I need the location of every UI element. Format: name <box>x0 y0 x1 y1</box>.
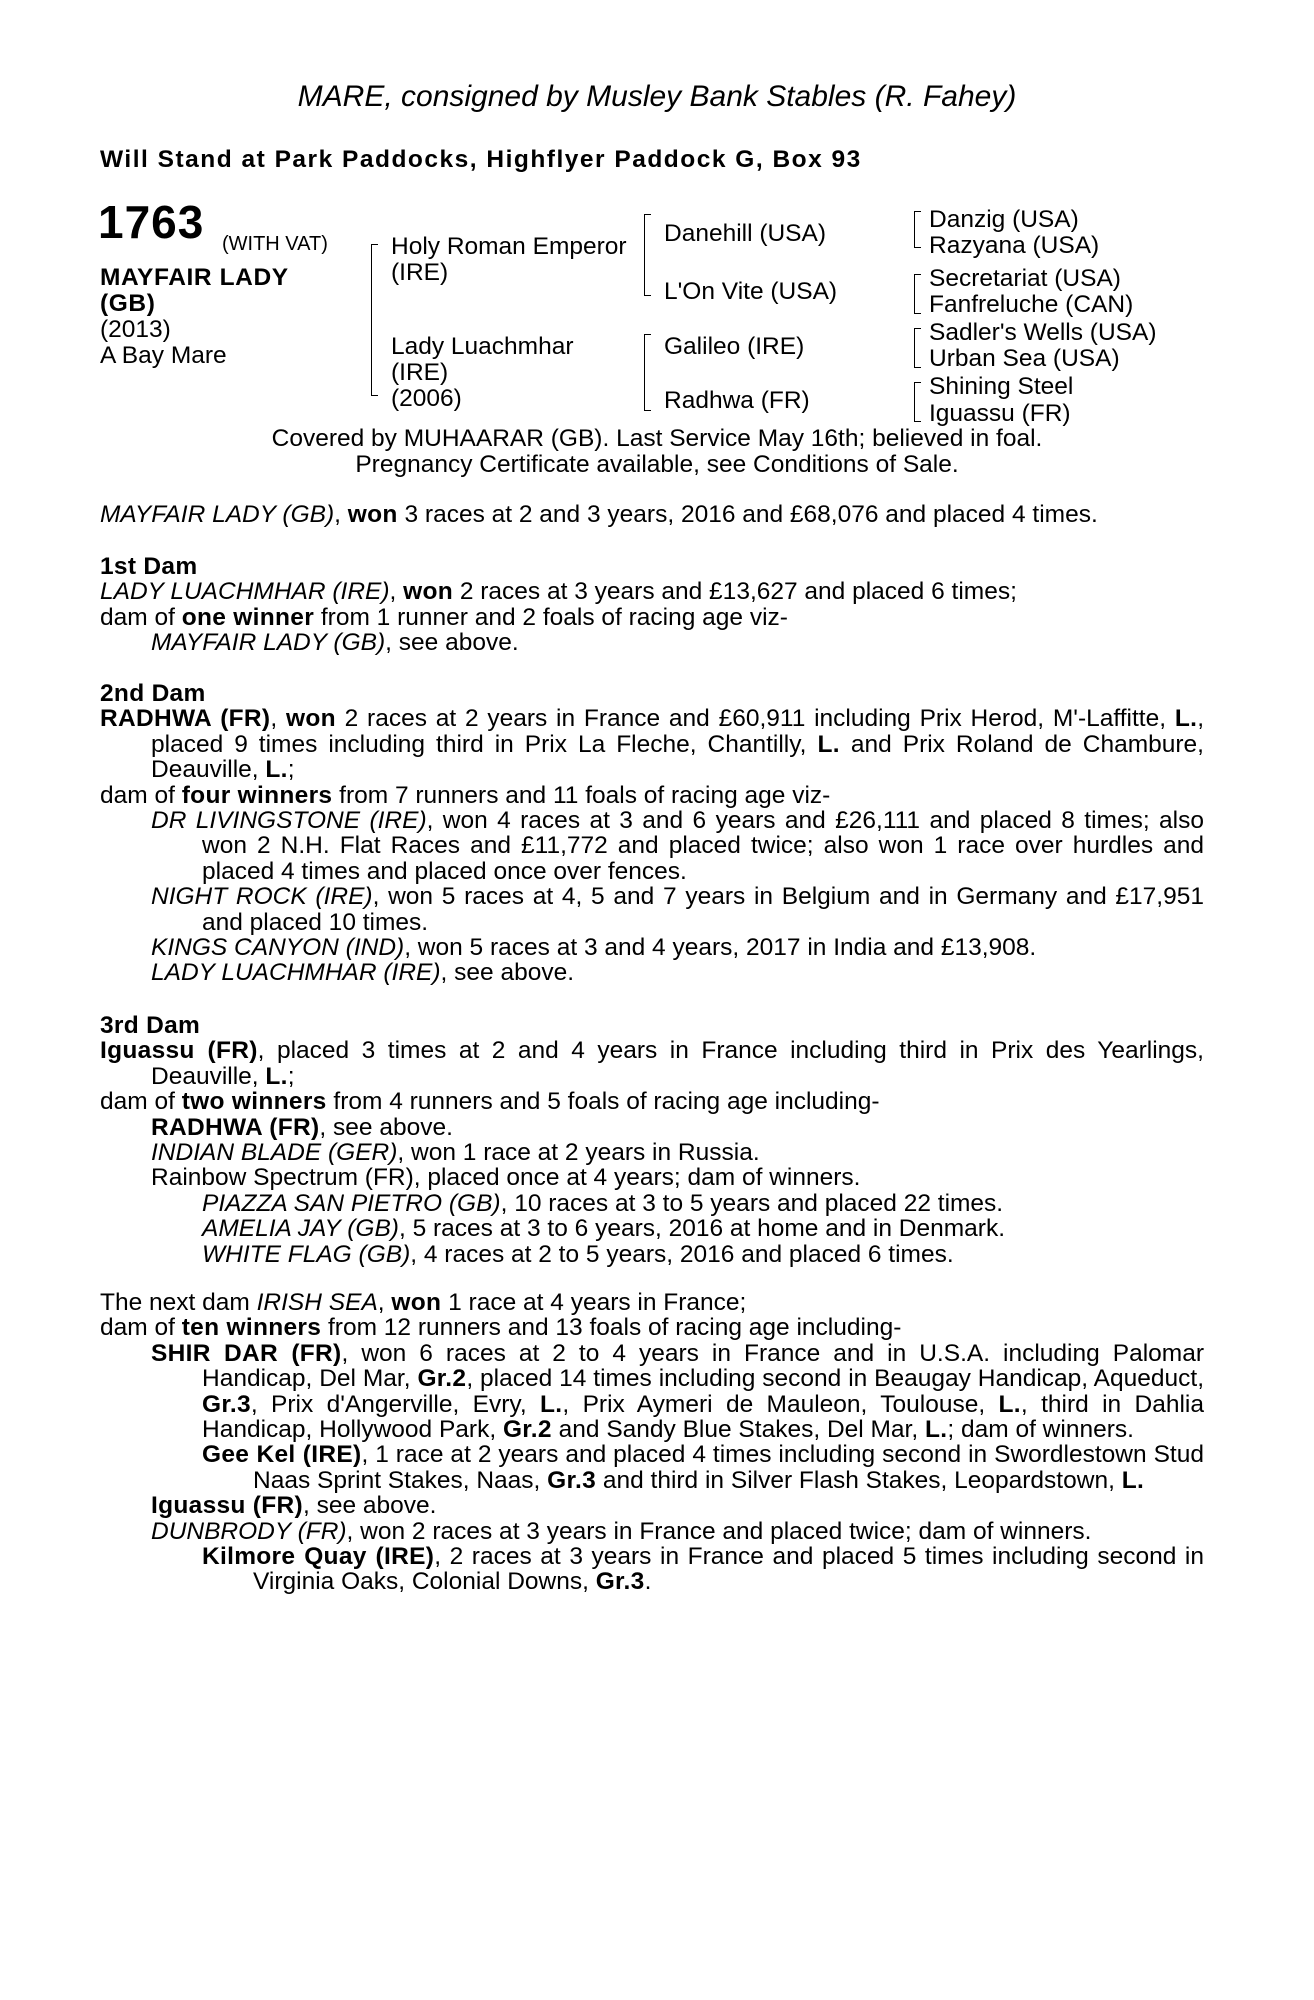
pedigree-brace-sd <box>914 274 921 314</box>
progeny-lady-luachmhar: LADY LUACHMHAR (IRE) <box>151 959 441 987</box>
pedigree-brace-main <box>371 244 378 396</box>
shir-dar-r2: , placed 14 times including second in Beaugay Handicap, Aqueduct, <box>466 1365 1204 1393</box>
grandprogeny-kilmore-quay: Kilmore Quay (IRE) <box>202 1543 435 1571</box>
horse-name: MAYFAIR LADY <box>100 264 289 291</box>
intro-name: MAYFAIR LADY (GB) <box>100 501 335 528</box>
next-dam-damof-a: dam of <box>100 1314 182 1342</box>
first-dam-progeny-name: MAYFAIR LADY (GB) <box>151 629 386 657</box>
pedigree-brace-dam <box>644 334 651 411</box>
ds-dam: Urban Sea (USA) <box>929 345 1120 372</box>
next-dam-damof-b: ten winners <box>181 1314 322 1342</box>
next-dam-c: 1 race at 4 years in France; <box>441 1289 747 1316</box>
first-dam-won: won <box>403 578 454 606</box>
second-dam-l2: L. <box>817 730 840 758</box>
first-dam-progeny-rest: , see above. <box>385 629 519 657</box>
second-dam-name: RADHWA (FR) <box>100 705 271 733</box>
progeny-dr-livingstone-rest: , won 4 races at 3 and 6 years and £26,111 and placed 8 times; also won 2 N.H. Flat Races and £11,772 and placed twice; also won 1 race over hurdles and placed 4 times and placed once over fences. <box>202 807 1204 885</box>
dam-year: (2006) <box>391 385 462 412</box>
next-dam-name: IRISH SEA <box>256 1289 378 1316</box>
lot-number: 1763 <box>98 196 205 248</box>
horse-description: A Bay Mare <box>100 342 227 369</box>
second-dam-won: won <box>285 705 336 733</box>
second-dam-heading: 2nd Dam <box>100 680 206 707</box>
shir-dar-l2: L. <box>998 1390 1021 1418</box>
gee-kel-r2: and third in Silver Flash Stakes, Leopardstown, <box>596 1466 1122 1494</box>
progeny-kings-canyon-rest: , won 5 races at 3 and 4 years, 2017 in India and £13,908. <box>404 934 1037 962</box>
gee-kel-l1: L. <box>1121 1466 1145 1494</box>
grandprogeny-white-flag: WHITE FLAG (GB) <box>202 1240 411 1268</box>
second-dam-r2: , placed 9 times including third in Prix La Fleche, Chantilly, <box>151 705 1204 758</box>
second-dam-r4: ; <box>287 756 295 784</box>
kilmore-quay-r1: , 2 races at 3 years in France and placed 5 times including second in Virginia Oaks, Colonial Downs, <box>253 1543 1204 1596</box>
page-title: MARE, consigned by Musley Bank Stables (R. Fahey) <box>297 80 1017 113</box>
ss-sire: Danzig (USA) <box>929 206 1079 233</box>
sd-sire: Secretariat (USA) <box>929 265 1121 292</box>
shir-dar-r4: , Prix Aymeri de Mauleon, Toulouse, <box>562 1390 999 1418</box>
shir-dar-g3: Gr.2 <box>502 1416 552 1444</box>
second-dam-section: 2nd Dam RADHWA (FR), won 2 races at 2 years in France and £60,911 including Prix Herod, M'-Laffitte, L., placed 9 times including third in Prix La Fleche, Chantilly, L. and Prix Roland de Chambure, Deauville, L.; dam of four winners from 7 runners and 11 foals of racing age viz- DR LIVINGSTONE (IRE), won 4 races at 3 and 6 years and £26,111 and placed 8 times; also won 2 N.H. Flat Races and £11,772 and placed twice; also won 1 race over hurdles and placed 4 times and placed once over fences. NIGHT ROCK (IRE), won 5 races at 4, 5 and 7 years in Belgium and in Germany and £17,951 and placed 10 times. KINGS CANYON (IND), won 5 races at 3 and 4 years, 2017 in India and £13,908. LADY LUACHMHAR (IRE), see above. <box>100 680 1204 987</box>
progeny-iguassu: Iguassu (FR) <box>151 1492 303 1520</box>
progeny-dr-livingstone: DR LIVINGSTONE (IRE) <box>151 807 427 835</box>
dam-dam: Radhwa (FR) <box>664 387 810 414</box>
horse-year: (2013) <box>100 316 171 343</box>
location-line: Will Stand at Park Paddocks, Highflyer Paddock G, Box 93 <box>100 146 862 173</box>
intro-won: won <box>347 501 398 528</box>
grandprogeny-amelia-rest: , 5 races at 3 to 6 years, 2016 at home and in Denmark. <box>398 1215 1005 1243</box>
gee-kel-r1: , 1 race at 2 years and placed 4 times including second in Swordlestown Stud Naas Sprint Stakes, Naas, <box>253 1441 1204 1494</box>
shir-dar-l1: L. <box>540 1390 563 1418</box>
third-dam-name: Iguassu (FR) <box>100 1037 258 1065</box>
third-dam-section <box>100 1013 1204 1267</box>
progeny-night-rock: NIGHT ROCK (IRE) <box>151 883 373 911</box>
shir-dar-r5: , third in Dahlia Handicap, Hollywood Park, <box>202 1390 1204 1444</box>
progeny-iguassu-rest: , see above. <box>302 1492 437 1520</box>
grandprogeny-piazza-san-pietro: PIAZZA SAN PIETRO (GB) <box>202 1189 501 1217</box>
progeny-radhwa-rest: , see above. <box>319 1113 453 1141</box>
ss-dam: Razyana (USA) <box>929 232 1100 259</box>
intro-rest: 3 races at 2 and 3 years, 2016 and £68,076 and placed 4 times. <box>397 501 1098 528</box>
second-dam-l3: L. <box>265 756 288 784</box>
third-dam-damof-c: from 4 runners and 5 foals of racing age including- <box>326 1088 880 1116</box>
progeny-indian-blade-rest: , won 1 race at 2 years in Russia. <box>397 1139 760 1167</box>
third-dam-damof-b: two winners <box>181 1088 327 1116</box>
intro-paragraph: MAYFAIR LADY (GB), won 3 races at 2 and 3 years, 2016 and £68,076 and placed 4 times. <box>100 501 1098 528</box>
progeny-indian-blade: INDIAN BLADE (GER) <box>151 1139 398 1167</box>
next-dam-won: won <box>391 1289 442 1316</box>
shir-dar-r6: and Sandy Blue Stakes, Del Mar, <box>551 1416 925 1444</box>
dam-country: (IRE) <box>391 359 449 386</box>
shir-dar-r3: , Prix d'Angerville, Evry, <box>250 1390 541 1418</box>
shir-dar-g1: Gr.2 <box>417 1365 467 1393</box>
progeny-shir-dar: SHIR DAR (FR) <box>151 1339 342 1367</box>
third-dam-l1: L. <box>265 1062 288 1090</box>
first-dam-name: LADY LUACHMHAR (IRE) <box>100 578 390 606</box>
progeny-kings-canyon: KINGS CANYON (IND) <box>151 934 405 962</box>
dam-sire: Galileo (IRE) <box>664 333 805 360</box>
pedigree-brace-dd <box>914 382 921 422</box>
next-dam-section <box>100 1290 1204 1595</box>
sire-name: Holy Roman Emperor <box>391 233 627 260</box>
second-dam-damof-b: four winners <box>181 781 333 809</box>
second-dam-damof-c: from 7 runners and 11 foals of racing age viz- <box>332 781 831 809</box>
shir-dar-r7: ; dam of winners. <box>947 1416 1134 1444</box>
grandprogeny-gee-kel: Gee Kel (IRE) <box>202 1441 362 1469</box>
pedigree-brace-ds <box>914 328 921 368</box>
second-dam-r1: 2 races at 2 years in France and £60,911 including Prix Herod, M'-Laffitte, <box>335 705 1175 733</box>
third-dam-r1: , placed 3 times at 2 and 4 years in France including third in Prix des Yearlings, Deauville, <box>151 1037 1204 1090</box>
dd-sire: Shining Steel <box>929 373 1074 400</box>
first-dam-damof-a: dam of <box>100 603 182 631</box>
first-dam-damof-c: from 1 runner and 2 foals of racing age viz- <box>314 603 788 631</box>
progeny-rainbow-spectrum: Rainbow Spectrum (FR), placed once at 4 years; dam of winners. <box>151 1164 861 1192</box>
shir-dar-g2: Gr.3 <box>202 1390 251 1418</box>
vat-label: (WITH VAT) <box>222 233 328 255</box>
third-dam-r2: ; <box>287 1062 295 1090</box>
dd-dam: Iguassu (FR) <box>929 400 1071 427</box>
sire-sire: Danehill (USA) <box>664 220 827 247</box>
next-dam-a: The next dam <box>100 1289 257 1316</box>
first-dam-rest: 2 races at 3 years and £13,627 and placed 6 times; <box>453 578 1017 606</box>
progeny-dunbrody-rest: , won 2 races at 3 years in France and placed twice; dam of winners. <box>346 1517 1092 1545</box>
progeny-dunbrody: DUNBRODY (FR) <box>151 1517 347 1545</box>
ds-sire: Sadler's Wells (USA) <box>929 319 1157 346</box>
sire-country: (IRE) <box>391 259 449 286</box>
grandprogeny-amelia-jay: AMELIA JAY (GB) <box>202 1215 399 1243</box>
next-dam-b: , <box>377 1289 392 1316</box>
shir-dar-l3: L. <box>924 1416 948 1444</box>
pregnancy-line: Pregnancy Certificate available, see Conditions of Sale. <box>355 451 959 478</box>
progeny-night-rock-rest: , won 5 races at 4, 5 and 7 years in Belgium and in Germany and £17,951 and placed 10 times. <box>202 883 1204 936</box>
sd-dam: Fanfreluche (CAN) <box>929 291 1134 318</box>
third-dam-damof-a: dam of <box>100 1088 182 1116</box>
second-dam-l1: L. <box>1174 705 1198 733</box>
progeny-lady-luachmhar-rest: , see above. <box>440 959 574 987</box>
horse-country: (GB) <box>100 290 156 317</box>
shir-dar-r1: , won 6 races at 2 to 4 years in France and in U.S.A. including Palomar Handicap, Del Mar, <box>202 1339 1204 1393</box>
progeny-radhwa: RADHWA (FR) <box>151 1113 320 1141</box>
first-dam-heading: 1st Dam <box>100 553 198 580</box>
pedigree-brace-sire <box>644 214 651 296</box>
grandprogeny-white-flag-rest: , 4 races at 2 to 5 years, 2016 and placed 6 times. <box>410 1240 954 1268</box>
grandprogeny-piazza-rest: , 10 races at 3 to 5 years and placed 22 times. <box>500 1189 1004 1217</box>
second-dam-r3: and Prix Roland de Chambure, Deauville, <box>151 730 1204 784</box>
dam-name: Lady Luachmhar <box>391 333 574 360</box>
first-dam-damof-b: one winner <box>181 603 315 631</box>
first-dam-section: 1st Dam LADY LUACHMHAR (IRE), won 2 races at 3 years and £13,627 and placed 6 times; dam of one winner from 1 runner and 2 foals of racing age viz- MAYFAIR LADY (GB), see above. <box>100 554 1204 656</box>
second-dam-damof-a: dam of <box>100 781 182 809</box>
kilmore-quay-g1: Gr.3 <box>595 1568 645 1596</box>
next-dam-damof-c: from 12 runners and 13 foals of racing age including- <box>321 1314 902 1342</box>
covered-line: Covered by MUHAARAR (GB). Last Service May 16th; believed in foal. <box>271 425 1043 452</box>
kilmore-quay-r2: . <box>644 1568 652 1596</box>
sire-dam: L'On Vite (USA) <box>664 278 838 305</box>
third-dam-heading: 3rd Dam <box>100 1012 201 1039</box>
pedigree-brace-ss <box>914 211 921 248</box>
gee-kel-g1: Gr.3 <box>547 1466 597 1494</box>
